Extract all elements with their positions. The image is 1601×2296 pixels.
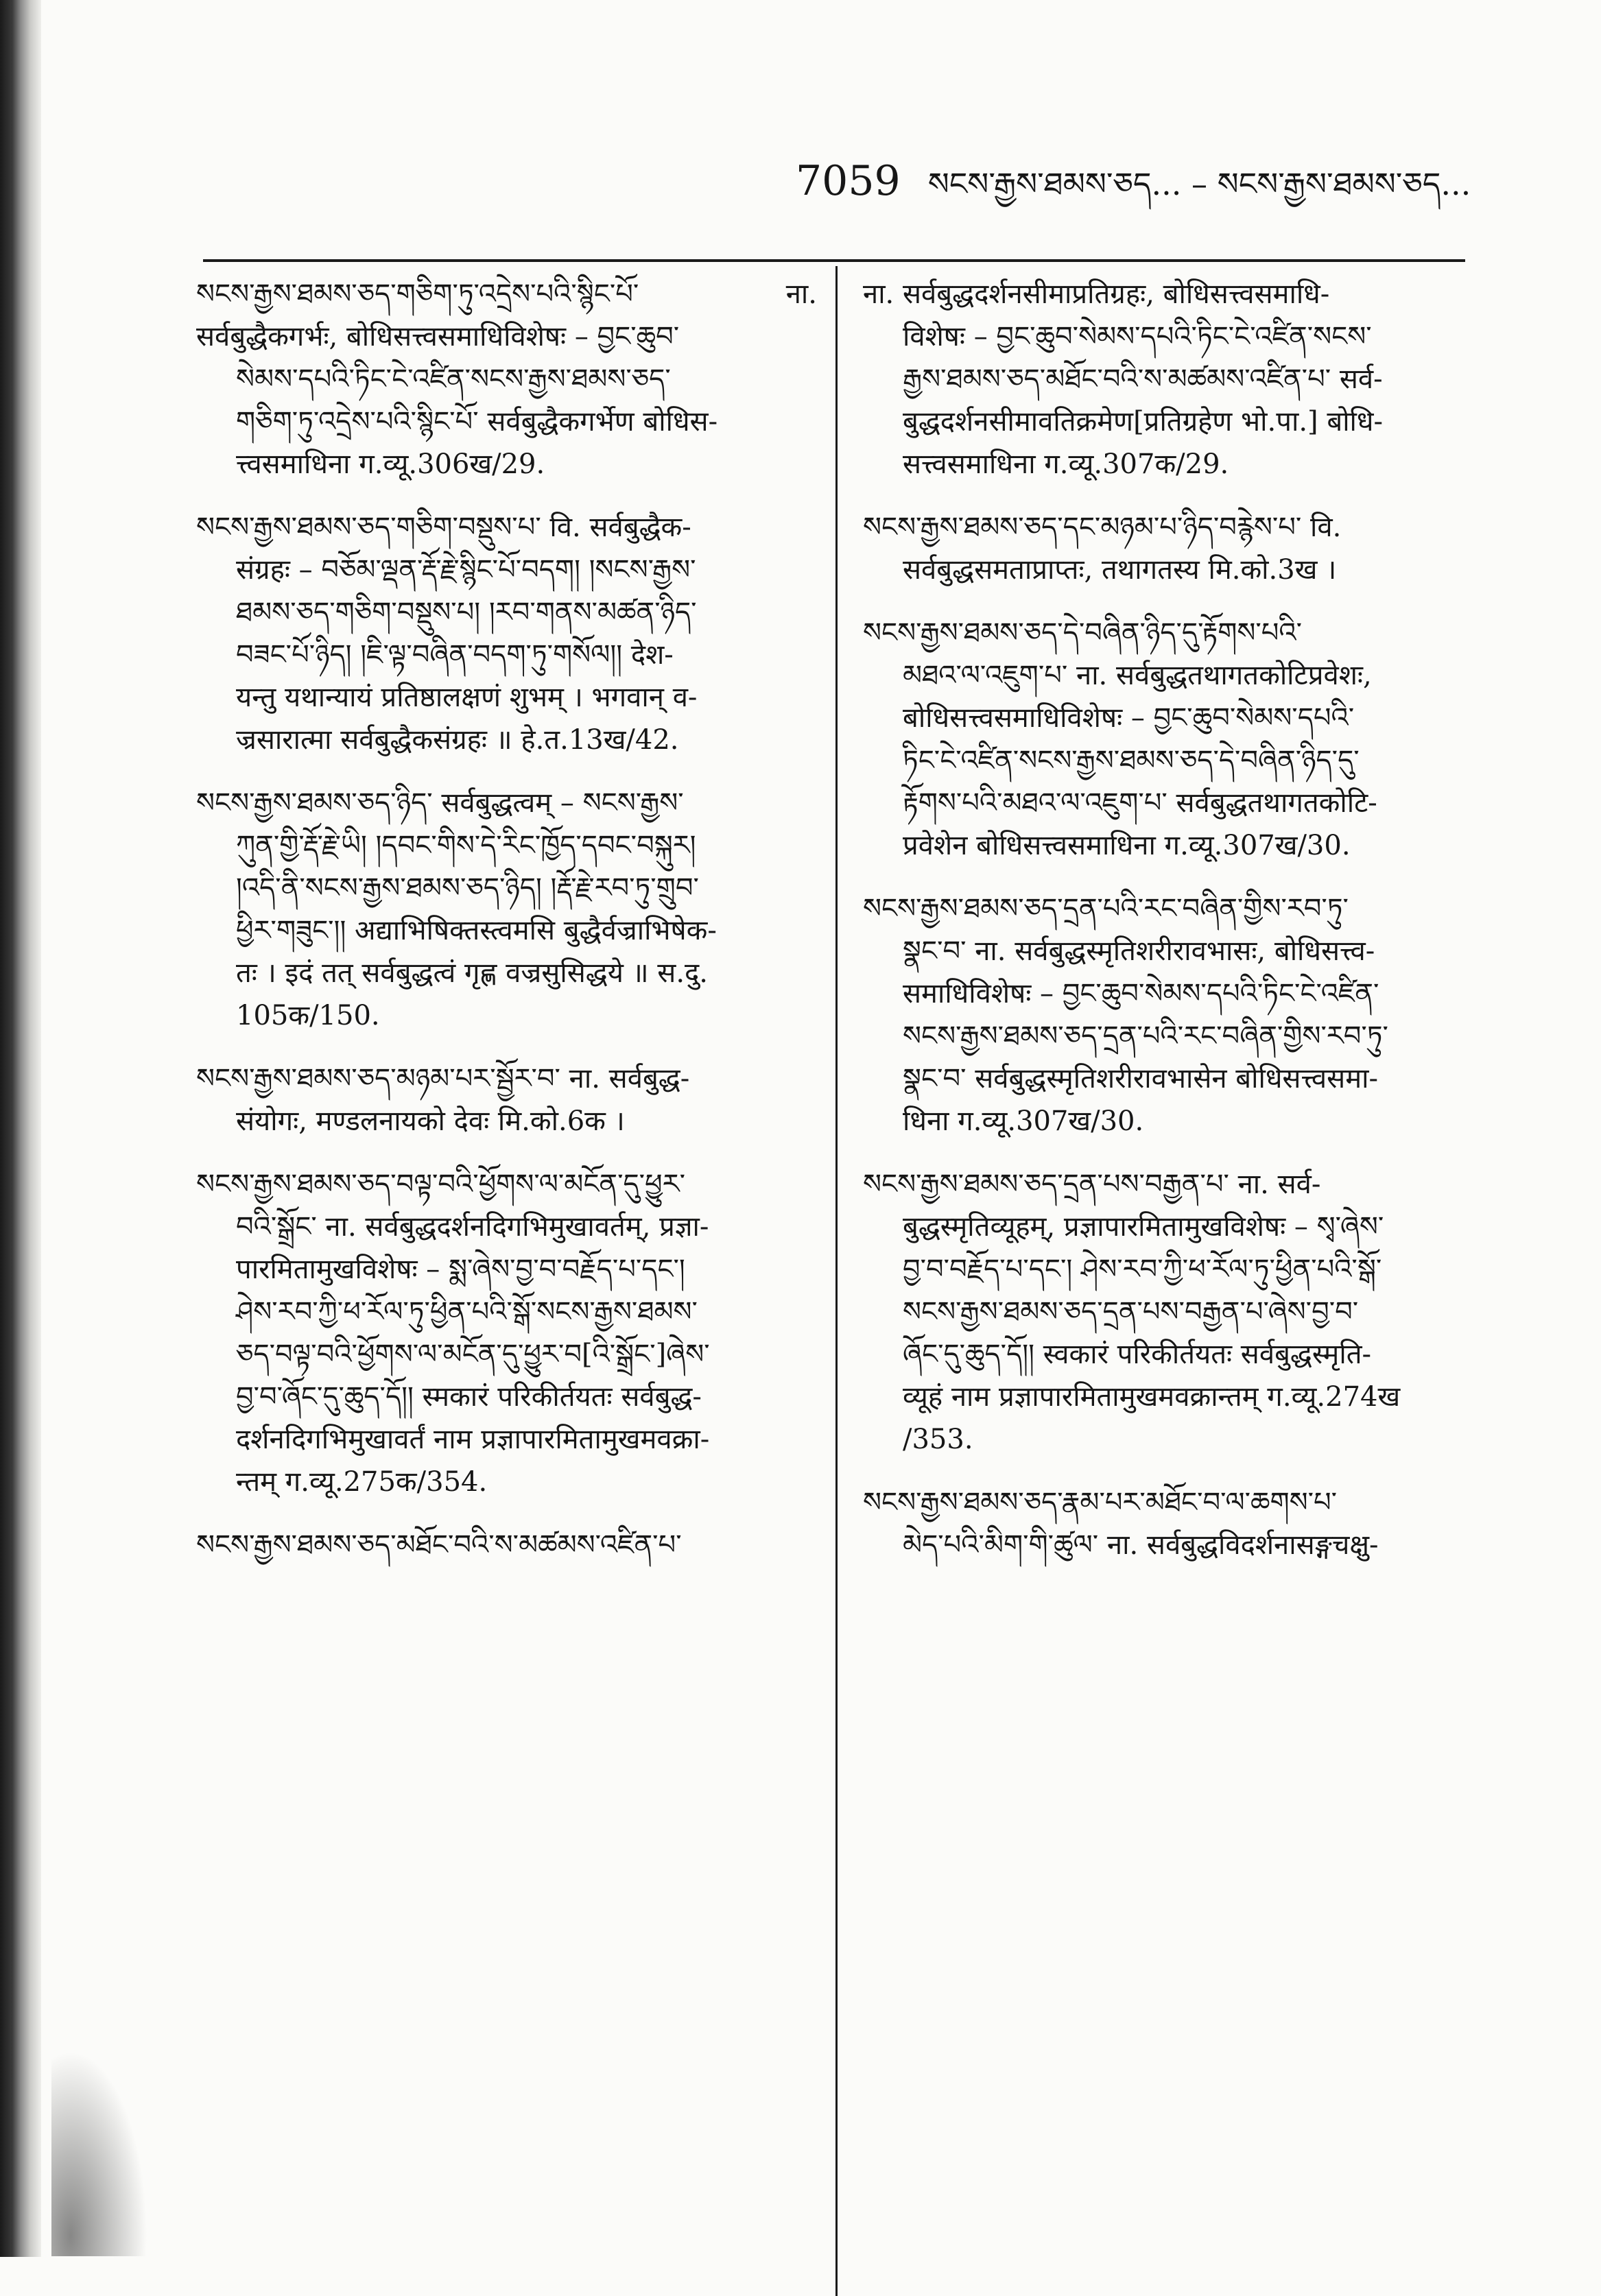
entry-line: ཏིང་ངེ་འཛིན་སངས་རྒྱས་ཐམས་ཅད་དེ་བཞིན་ཉིད་དུ་ xyxy=(903,745,1360,776)
entry-line: सत्त्वसमाधिना ग.व्यू.307क/29. xyxy=(903,449,1229,480)
entry-line: बोधिसत्त्वसमाधिविशेषः – བྱང་ཆུབ་སེམས་དཔའི་ xyxy=(903,702,1355,734)
header-rule xyxy=(203,259,1465,262)
dictionary-entry xyxy=(863,887,1484,1143)
entry-line: སངས་རྒྱས་ཐམས་ཅད་མཉམ་པར་སྦྱོར་བ་ ना. सर्वबुद्ध- xyxy=(196,1063,690,1095)
entry-line: སངས་རྒྱས་ཐམས་ཅད་དེ་བཞིན་ཉིད་དུ་རྟོགས་པའི་ xyxy=(863,617,1302,649)
entry-line: 105क/150. xyxy=(236,1000,380,1031)
entry-line: संग्रहः – བཅོམ་ལྡན་རྡོ་རྗེ་སྙིང་པོ་བདག། །སངས་རྒྱས་ xyxy=(236,554,696,586)
dictionary-entry xyxy=(863,273,1484,486)
entry-line: རྟོགས་པའི་མཐའ་ལ་འཇུག་པ་ सर्वबुद्धतथागतकोटि- xyxy=(903,787,1377,819)
entry-line: སངས་རྒྱས་ཐམས་ཅད་རྣམ་པར་མཐོང་བ་ལ་ཆགས་པ་ xyxy=(863,1487,1338,1518)
entry-line: །འདི་ནི་སངས་རྒྱས་ཐམས་ཅད་ཉིད། །རྡོ་རྗེ་རབ་ཏུ་གྲུབ་ xyxy=(236,872,699,904)
entry-line: བཟང་པོ་ཉིད། །ཇི་ལྟ་བཞིན་བདག་ཏུ་གསོལ།། देश- xyxy=(236,639,674,671)
entry-line: སངས་རྒྱས་ཐམས་ཅད་གཅིག་བསྡུས་པ་ वि. सर्वबुद्धैक- xyxy=(196,512,691,543)
entry-line: पारमितामुखविशेषः – སྨ་ཞེས་བྱ་བ་བརྗོད་པ་དང་། xyxy=(236,1254,685,1285)
dictionary-entry xyxy=(863,506,1484,591)
dictionary-entry xyxy=(196,1057,817,1143)
entry-line: ཐམས་ཅད་གཅིག་བསྡུས་པ། །རབ་གནས་མཚན་ཉིད་ xyxy=(236,597,697,628)
column-divider xyxy=(835,266,838,2296)
entry-line: སངས་རྒྱས་ཐམས་ཅད་མཐོང་བའི་ས་མཚམས་འཛིན་པ་ xyxy=(196,1529,682,1561)
dictionary-entry xyxy=(196,506,817,761)
entry-line: བྱ་བ་ཞོང་དུ་ཆུད་དོ།། स्मकारं परिकीर्तयतः सर्वबुद्ध- xyxy=(236,1381,702,1413)
entry-line: ཅད་བལྟ་བའི་ཕྱོགས་ལ་མངོན་དུ་ཕྱུར་བ[འི་སྒྲོང་]ཞེས་ xyxy=(236,1339,710,1370)
scan-stain xyxy=(51,2050,147,2256)
entry-line: ཞོང་དུ་ཆུད་དོ།། स्वकारं परिकीर्तयतः सर्वबुद्धस्मृति- xyxy=(903,1339,1372,1370)
entry-line: མཐའ་ལ་འཇུག་པ་ ना. सर्वबुद्धतथागतकोटिप्रवेशः, xyxy=(903,660,1372,691)
entry-line: སངས་རྒྱས་ཐམས་ཅད་དྲན་པས་བརྒྱན་པ་ཞེས་བྱ་བ་ xyxy=(903,1296,1359,1328)
entry-line: बुद्धदर्शनसीमावतिक्रमेण[प्रतिग्रहेण भो.पा.] बोधि- xyxy=(903,406,1384,438)
entry-line: བའི་སྒྲོང་ ना. सर्वबुद्धदर्शनदिगभिमुखावर्तम्, प्रज्ञा- xyxy=(236,1211,709,1243)
entry-line: སྣང་བ་ सर्वबुद्धस्मृतिशरीरावभासेन बोधिसत्त्वसमा- xyxy=(903,1063,1378,1095)
entry-line: སེམས་དཔའི་ཏིང་ངེ་འཛིན་སངས་རྒྱས་ཐམས་ཅད་ xyxy=(236,363,671,395)
entry-line: सर्वबुद्धसमताप्राप्तः, तथागतस्य मि.को.3ख । xyxy=(903,554,1337,586)
entry-line: སངས་རྒྱས་ཐམས་ཅད་ཉིད་ सर्वबुद्धत्वम् – སངས་རྒྱས་ xyxy=(196,787,684,819)
entry-line: व्यूहं नाम प्रज्ञापारमितामुखमवक्रान्तम् ग.व्यू.274ख xyxy=(903,1381,1401,1413)
right-column xyxy=(863,273,1484,1566)
page-binding-shadow xyxy=(0,0,41,2257)
entry-line: संयोगः, मण्डलनायको देवः मि.को.6क । xyxy=(236,1105,625,1137)
entry-line: ཤེས་རབ་ཀྱི་ཕ་རོལ་ཏུ་ཕྱིན་པའི་སྒོ་སངས་རྒྱས་ཐམས་ xyxy=(236,1296,698,1328)
entry-line: धिना ग.व्यू.307ख/30. xyxy=(903,1105,1144,1137)
dictionary-entry xyxy=(196,273,817,486)
entry-line: རྒྱས་ཐམས་ཅད་མཐོང་བའི་ས་མཚམས་འཛིན་པ་ सर्व- xyxy=(903,363,1383,395)
entry-line: བྱ་བ་བརྗོད་པ་དང་། ཤེས་རབ་ཀྱི་ཕ་རོལ་ཏུ་ཕྱིན་པའི་སྒོ་ xyxy=(903,1254,1382,1285)
entry-line: समाधिविशेषः – བྱང་ཆུབ་སེམས་དཔའི་ཏིང་ངེ་འཛིན་ xyxy=(903,978,1379,1009)
entry-line: ཀུན་གྱི་རྡོ་རྗེ་ཡི། །དབང་གིས་དེ་རིང་ཁྱོད་དབང་བསྐུར། xyxy=(236,830,696,861)
dictionary-entry xyxy=(863,1481,1484,1566)
entry-line: बुद्धस्मृतिव्यूहम्, प्रज्ञापारमितामुखविशेषः – སྭ་ཞེས་ xyxy=(903,1211,1384,1243)
left-column xyxy=(196,273,817,1566)
entry-line: न्तम् ग.व्यू.275क/354. xyxy=(236,1466,488,1498)
entry-line: प्रवेशेन बोधिसत्त्वसमाधिना ग.व्यू.307ख/30. xyxy=(903,830,1351,861)
dictionary-entry xyxy=(863,1163,1484,1461)
running-head: སངས་རྒྱས་ཐམས་ཅད... – སངས་རྒྱས་ཐམས་ཅད... xyxy=(927,165,1471,202)
entry-line: दर्शनदिगभिमुखावर्तं नाम प्रज्ञापारमितामुखमवक्रा- xyxy=(236,1424,710,1455)
entry-line: སྣང་བ་ ना. सर्वबुद्धस्मृतिशरीरावभासः, बोधिसत्त्व- xyxy=(903,935,1375,967)
entry-line: སངས་རྒྱས་ཐམས་ཅད་དྲན་པའི་རང་བཞིན་གྱིས་རབ་ཏུ་ xyxy=(903,1020,1388,1052)
entry-line: སངས་རྒྱས་ཐམས་ཅད་དང་མཉམ་པ་ཉིད་བརྙེས་པ་ वि. xyxy=(863,512,1342,543)
entry-line: སངས་རྒྱས་ཐམས་ཅད་དྲན་པའི་རང་བཞིན་གྱིས་རབ་ཏུ་ xyxy=(863,893,1349,924)
entry-line: སངས་རྒྱས་ཐམས་ཅད་དྲན་པས་བརྒྱན་པ་ ना. सर्व- xyxy=(863,1169,1321,1200)
entry-line: तः । इदं तत् सर्वबुद्धत्वं गृह्ण वज्रसुसिद्धये ॥ स.दु. xyxy=(236,957,708,989)
entry-line: ཕྱིར་གཟུང་།། अद्याभिषिक्तस्त्वमसि बुद्धैर्वज्राभिषेक- xyxy=(236,915,717,946)
dictionary-entry xyxy=(196,782,817,1037)
entry-line: यन्तु यथान्यायं प्रतिष्ठालक्षणं शुभम् । भगवान् व- xyxy=(236,682,698,713)
entry-line: त्त्वसमाधिना ग.व्यू.306ख/29. xyxy=(236,449,545,480)
dictionary-entry xyxy=(196,1524,817,1566)
entry-line: विशेषः – བྱང་ཆུབ་སེམས་དཔའི་ཏིང་ངེ་འཛིན་སངས་ xyxy=(903,321,1372,352)
entry-line: ज्रसारात्मा सर्वबुद्धैकसंग्रहः ॥ हे.त.13ख/42. xyxy=(236,724,679,756)
entry-line: མེད་པའི་མིག་གི་ཚུལ་ ना. सर्वबुद्धविदर्शनासङ्गचक्षु- xyxy=(903,1529,1379,1561)
dictionary-entry xyxy=(863,612,1484,867)
entry-line: སངས་རྒྱས་ཐམས་ཅད་གཅིག་ཏུ་འདྲེས་པའི་སྙིང་པོ་ ना. सर्वबुद्धैकगर्भः, बोधिसत्त्वसमाधिविशेषः – བྱང་ཆུབ་ xyxy=(196,278,817,352)
entry-line: གཅིག་ཏུ་འདྲེས་པའི་སྙིང་པོ་ सर्वबुद्धैकगर्भेण बोधिस- xyxy=(236,406,718,438)
page-number: 7059 xyxy=(796,157,901,205)
entry-line: སངས་རྒྱས་ཐམས་ཅད་བལྟ་བའི་ཕྱོགས་ལ་མངོན་དུ་ཕྱུར་ xyxy=(196,1169,685,1200)
page-header xyxy=(796,150,1482,211)
entry-line: /353. xyxy=(903,1424,973,1455)
dictionary-entry xyxy=(196,1163,817,1503)
entry-line: ना. सर्वबुद्धदर्शनसीमाप्रतिग्रहः, बोधिसत्त्वसमाधि- xyxy=(863,278,1330,310)
